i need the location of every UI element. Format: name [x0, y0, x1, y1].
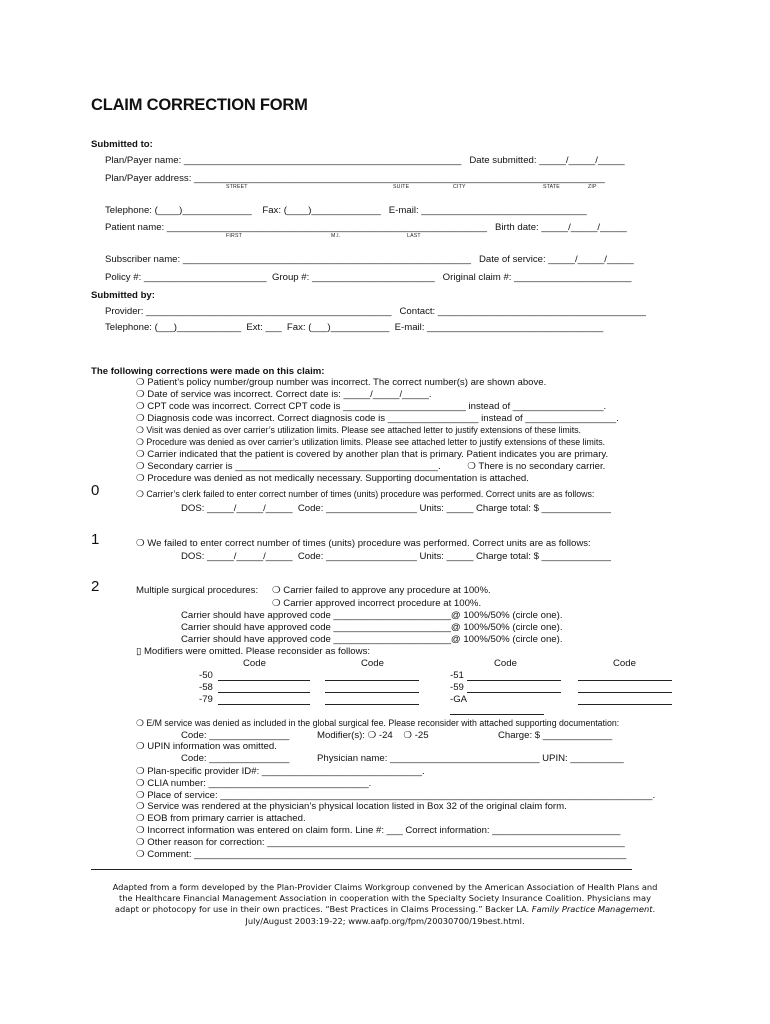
subscriber-name-field[interactable]: Subscriber name: ______________________________________________________ Date of service: _____/_____/_____ — [105, 254, 634, 265]
code-column-header: Code — [494, 658, 517, 669]
caption-state: STATE — [543, 184, 560, 190]
provider-contact-field[interactable]: Provider: ______________________________________________ Contact: _______________________________________ — [105, 306, 646, 317]
correction-comment[interactable]: ❍ Comment: _________________________________________________________________________________ — [136, 849, 627, 860]
carrier-units-dos-field[interactable]: DOS: _____/_____/_____ Code: _________________ Units: _____ Charge total: $ _____________ — [181, 503, 611, 514]
modifier-code-input[interactable] — [467, 680, 561, 681]
correction-incorrect-information[interactable]: ❍ Incorrect information was entered on claim form. Line #: ___ Correct information: ________________________ — [136, 825, 621, 836]
correction-provider-id[interactable]: ❍ Plan-specific provider ID#: ______________________________. — [136, 766, 425, 777]
option-carrier-failed-100[interactable]: ❍ Carrier failed to approve any procedure at 100%. — [272, 585, 491, 596]
modifier-label: -51 — [450, 670, 464, 681]
corrections-heading: The following corrections were made on this claim: — [91, 366, 325, 377]
em-charge-field[interactable]: Charge: $ _____________ — [498, 730, 613, 741]
modifier-code-input[interactable] — [325, 680, 419, 681]
footer-text: . — [652, 904, 656, 915]
correction-visit-denied[interactable]: ❍ Visit was denied as over carrier’s utilization limits. Please see attached letter to justify extensions of these limits. — [136, 425, 581, 435]
section-marker-2: 2 — [91, 578, 100, 595]
modifier-code-input[interactable] — [578, 680, 672, 681]
multiple-surgical-label: Multiple surgical procedures: — [136, 585, 259, 596]
approved-code-line[interactable]: Carrier should have approved code ______________________@ 100%/50% (circle one). — [181, 622, 563, 633]
modifier-code-input[interactable] — [578, 692, 672, 693]
comment-line[interactable] — [91, 869, 632, 870]
em-modifier-options[interactable]: Modifier(s): ❍ -24 ❍ -25 — [317, 730, 429, 741]
upin-code-field[interactable]: Code: _______________ — [181, 753, 290, 764]
modifier-label: -58 — [199, 682, 213, 693]
correction-place-of-service[interactable]: ❍ Place of service: _________________________________________________________________________________. — [136, 790, 656, 801]
modifier-label: -79 — [199, 694, 213, 705]
modifier-label: -59 — [450, 682, 464, 693]
our-units-dos-field[interactable]: DOS: _____/_____/_____ Code: _________________ Units: _____ Charge total: $ _____________ — [181, 551, 611, 562]
modifier-code-input[interactable] — [218, 704, 310, 705]
journal-title: Family Practice Management — [531, 904, 653, 915]
code-column-header: Code — [243, 658, 266, 669]
caption-last: LAST — [407, 233, 421, 239]
modifiers-omitted[interactable]: ▯ Modifiers were omitted. Please reconsider as follows: — [136, 646, 371, 657]
correction-cpt-code[interactable]: ❍ CPT code was incorrect. Correct CPT code is _______________________ instead of _________________. — [136, 401, 607, 412]
modifier-code-input[interactable] — [325, 692, 419, 693]
modifier-code-input[interactable] — [467, 692, 561, 693]
footer-line: July/August 2003:19-22; www.aafp.org/fpm/20030700/19best.html. — [245, 915, 525, 926]
modifier-code-input[interactable] — [325, 704, 419, 705]
caption-first: FIRST — [226, 233, 242, 239]
correction-not-medically-necessary[interactable]: ❍ Procedure was denied as not medically necessary. Supporting documentation is attached. — [136, 473, 529, 484]
caption-suite: SUITE — [393, 184, 410, 190]
correction-physical-location[interactable]: ❍ Service was rendered at the physician’s physical location listed in Box 32 of the original claim form. — [136, 801, 567, 812]
correction-diagnosis-code[interactable]: ❍ Diagnosis code was incorrect. Correct diagnosis code is _________________ instead of _________________. — [136, 413, 619, 424]
caption-city: CITY — [453, 184, 466, 190]
section-marker-0: 0 — [91, 482, 100, 499]
em-code-field[interactable]: Code: _______________ — [181, 730, 290, 741]
plan-payer-address-field[interactable]: Plan/Payer address: _____________________________________________________________________________ — [105, 173, 605, 184]
modifier-label: -GA — [450, 694, 468, 705]
modifier-code-input[interactable] — [450, 714, 544, 715]
correction-upin-omitted[interactable]: ❍ UPIN information was omitted. — [136, 741, 277, 752]
patient-name-field[interactable]: Patient name: ____________________________________________________________ Birth date: _____/_____/_____ — [105, 222, 627, 233]
modifier-label: -50 — [199, 670, 213, 681]
correction-em-service[interactable]: ❍ E/M service was denied as included in the global surgical fee. Please reconsider with attached supporting documentation: — [136, 718, 620, 728]
plan-payer-name-field[interactable]: Plan/Payer name: ____________________________________________________ Date submitted: _____/_____/_____ — [105, 155, 625, 166]
telephone-fax-email-field[interactable]: Telephone: (____)_____________ Fax: (____)_____________ E-mail: _______________________________ — [105, 205, 587, 216]
code-column-header: Code — [613, 658, 636, 669]
submitted-to-heading: Submitted to: — [91, 139, 153, 150]
correction-our-units[interactable]: ❍ We failed to enter correct number of times (units) procedure was performed. Correct units are as follows: — [136, 538, 591, 549]
correction-eob-attached[interactable]: ❍ EOB from primary carrier is attached. — [136, 813, 306, 824]
section-marker-1: 1 — [91, 531, 100, 548]
correction-procedure-denied[interactable]: ❍ Procedure was denied as over carrier’s utilization limits. Please see attached letter to justify extensions of these limits. — [136, 437, 606, 447]
correction-policy-number[interactable]: ❍ Patient’s policy number/group number was incorrect. The correct number(s) are shown above. — [136, 377, 547, 388]
approved-code-line[interactable]: Carrier should have approved code ______________________@ 100%/50% (circle one). — [181, 610, 563, 621]
physician-upin-field[interactable]: Physician name: ____________________________ UPIN: __________ — [317, 753, 624, 764]
modifier-code-input[interactable] — [218, 680, 310, 681]
correction-secondary-carrier[interactable]: ❍ Secondary carrier is ______________________________________. ❍ There is no secondary carrier. — [136, 461, 606, 472]
correction-carrier-units[interactable]: ❍ Carrier’s clerk failed to enter correct number of times (units) procedure was performed. Correct units are as follows: — [136, 489, 595, 499]
footer-line — [80, 904, 690, 915]
correction-date-of-service[interactable]: ❍ Date of service was incorrect. Correct date is: _____/_____/_____. — [136, 389, 432, 400]
footer-line: the Healthcare Financial Management Association in cooperation with the Specialty Society Insurance Coalition. Physicians may — [119, 893, 651, 904]
correction-other-reason[interactable]: ❍ Other reason for correction: ___________________________________________________________________ — [136, 837, 625, 848]
modifier-code-input[interactable] — [218, 692, 310, 693]
caption-mi: M.I. — [331, 233, 341, 239]
caption-street: STREET — [226, 184, 248, 190]
approved-code-line[interactable]: Carrier should have approved code ______________________@ 100%/50% (circle one). — [181, 634, 563, 645]
caption-zip: ZIP — [588, 184, 597, 190]
footer-line: Adapted from a form developed by the Plan-Provider Claims Workgroup convened by the American Association of Health Plans and — [112, 882, 658, 892]
correction-other-plan-primary[interactable]: ❍ Carrier indicated that the patient is covered by another plan that is primary. Patient indicates you are primary. — [136, 449, 609, 460]
submitted-by-heading: Submitted by: — [91, 290, 155, 301]
correction-clia-number[interactable]: ❍ CLIA number: ______________________________. — [136, 778, 372, 789]
option-carrier-incorrect-100[interactable]: ❍ Carrier approved incorrect procedure at 100%. — [272, 598, 482, 609]
policy-group-claim-field[interactable]: Policy #: _______________________ Group #: _______________________ Original claim #: ______________________ — [105, 272, 632, 283]
modifier-code-input[interactable] — [578, 704, 672, 705]
code-column-header: Code — [361, 658, 384, 669]
footer-citation — [80, 882, 690, 927]
footer-text: adapt or photocopy for use in their own practices. “Best Practices in Claims Processing.” Backer LA. — [114, 904, 532, 915]
provider-telephone-field[interactable]: Telephone: (___)____________ Ext: ___ Fax: (___)___________ E-mail: _________________________________ — [105, 322, 604, 333]
page-title: CLAIM CORRECTION FORM — [91, 96, 308, 114]
